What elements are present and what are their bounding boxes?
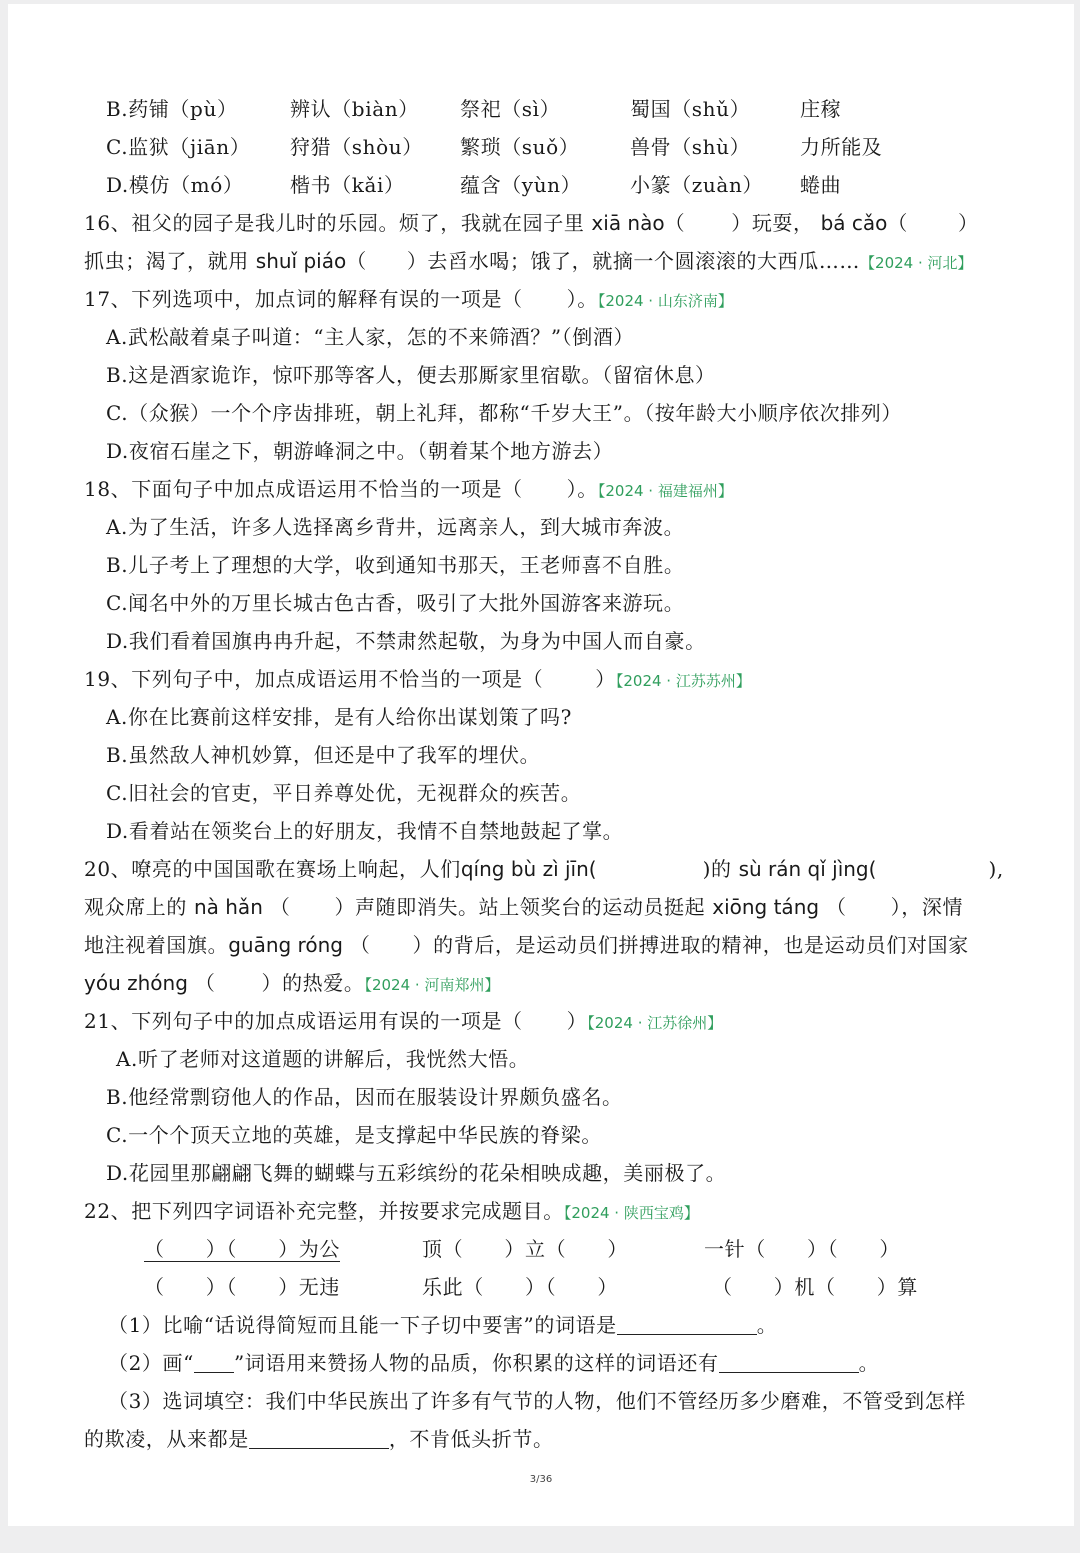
q22-sub-1 (108, 1306, 777, 1344)
q20-text: 地注视着国旗。 (84, 933, 229, 957)
option-b-item-4: 蜀国（shǔ） (630, 97, 751, 121)
q19-stem-text: 19、下列句子中，加点成语运用不恰当的一项是（ (84, 667, 544, 691)
q17-option-c: C.（众猴）一个个序齿排班，朝上礼拜，都称“千岁大王”。（按年龄大小顺序依次排列） (106, 401, 902, 425)
q22-word-2: 顶（ ）立（ ） (422, 1237, 628, 1261)
q17-option-b: B.这是酒家诡诈，惊吓那等客人，便去那厮家里宿歇。（留宿休息） (106, 363, 716, 387)
q16-paren: （ (346, 249, 367, 273)
q22-word-3: 一针（ ）（ ） (704, 1237, 900, 1261)
source-tag: 【2024 · 河南郑州】 (364, 976, 500, 994)
q19-option-c: C.旧社会的官吏，平日养尊处优，无视群众的疾苦。 (106, 781, 582, 805)
q20-paren: （ (269, 895, 291, 919)
q22-word-5: 乐此（ ）（ ） (422, 1275, 618, 1299)
question-20-line-4 (84, 964, 499, 1002)
question-20-line-3 (84, 926, 969, 964)
q22-sub-1-blank[interactable] (617, 1312, 757, 1335)
q20-text: ）的背后，是运动员们拼搏进取的精神，也是运动员们对国家 (412, 933, 969, 957)
question-19-stem (84, 660, 751, 698)
q20-pinyin-3: nà hǎn (193, 895, 263, 919)
q20-pinyin-5: guāng róng (228, 933, 343, 957)
q16-paren: （ (887, 211, 908, 235)
q20-paren: （ (194, 971, 216, 995)
q22-sub-2 (108, 1344, 879, 1382)
q17-option-d: D.夜宿石崖之下，朝游峰洞之中。（朝着某个地方游去） (106, 439, 614, 463)
question-22-stem (84, 1192, 699, 1230)
page-number: 3/36 (529, 1474, 553, 1485)
q20-text: )的 (702, 857, 732, 881)
q20-pinyin-4: xiōng táng (712, 895, 820, 919)
q22-sub-2-text-2: ”词语用来赞扬人物的品质，你积累的这样的词语还有 (233, 1351, 719, 1375)
q22-sub-2-inline-blank (194, 1350, 234, 1373)
question-18-stem (84, 470, 733, 508)
q20-text: ), (988, 857, 1004, 881)
q22-sub-2-blank[interactable] (719, 1350, 859, 1373)
q22-sub-3-blank[interactable] (249, 1426, 389, 1449)
option-d-item-2: 楷书（kǎi） (290, 173, 405, 197)
q21-option-c: C.一个个顶天立地的英雄，是支撑起中华民族的脊梁。 (106, 1123, 602, 1147)
option-b-item-3: 祭祀（sì） (460, 97, 561, 121)
q22-sub-3-end: ，不肯低头折节。 (388, 1427, 554, 1451)
q16-pinyin-1: xiā nào (591, 211, 665, 235)
q20-pinyin-6: yóu zhóng (84, 971, 188, 995)
q22-sub-3-line-1: （3）选词填空：我们中华民族出了许多有气节的人物，他们不管经历多少磨难，不管受到怎样 (108, 1389, 966, 1413)
option-b-item-1: B.药铺（pù） (106, 97, 238, 121)
q16-text: 抓虫；渴了，就用 (84, 249, 249, 273)
option-d-item-3: 蕴含（yùn） (460, 173, 582, 197)
question-20-line-1 (84, 850, 1004, 888)
option-d-item-5: 蜷曲 (800, 173, 842, 197)
q21-option-b: B.他经常剽窃他人的作品，因而在服装设计界颇负盛名。 (106, 1085, 623, 1109)
source-tag: 【2024 · 江苏苏州】 (615, 672, 751, 690)
q19-option-d: D.看着站在领奖台上的好朋友，我情不自禁地鼓起了掌。 (106, 819, 624, 843)
q22-sub-2-end: 。 (858, 1351, 880, 1375)
q16-text: ）玩耍， (731, 211, 814, 235)
q17-option-a: A.武松敲着桌子叫道：“主人家，怎的不来筛酒？”（倒酒） (106, 325, 635, 349)
q16-paren: （ (664, 211, 686, 235)
q19-option-a: A.你在比赛前这样安排，是有人给你出谋划策了吗? (106, 705, 572, 729)
q17-stem-text: 17、下列选项中，加点词的解释有误的一项是（ (84, 287, 523, 311)
option-d-item-1: D.模仿（mó） (106, 173, 244, 197)
source-tag: 【2024 · 江苏徐州】 (587, 1014, 723, 1032)
q22-sub-3-line-2 (84, 1420, 554, 1458)
q20-pinyin-2: sù rán qǐ jìng( (738, 857, 877, 881)
q21-option-d: D.花园里那翩翩飞舞的蝴蝶与五彩缤纷的花朵相映成趣，美丽极了。 (106, 1161, 727, 1185)
option-c-item-1: C.监狱（jiān） (106, 135, 251, 159)
question-16-line-1 (84, 204, 979, 242)
source-tag: 【2024 · 河北】 (860, 254, 973, 272)
q18-stem-text: 18、下面句子中加点成语运用不恰当的一项是（ (84, 477, 523, 501)
q22-word-1 (144, 1230, 340, 1268)
q16-text: 16、祖父的园子是我儿时的乐园。烦了，我就在园子里 (84, 211, 585, 235)
q18-option-b: B.儿子考上了理想的大学，收到通知书那天，王老师喜不自胜。 (106, 553, 685, 577)
q16-text: ）去舀水喝；饿了，就摘一个圆滚滚的大西瓜…… (406, 249, 861, 273)
q20-paren: （ (826, 895, 847, 919)
q20-text: ），深情 (890, 895, 964, 919)
q18-option-c: C.闻名中外的万里长城古色古香，吸引了大批外国游客来游玩。 (106, 591, 685, 615)
option-b-item-5: 庄稼 (800, 97, 842, 121)
q21-stem-end: ） (566, 1009, 588, 1033)
option-c-item-2: 狩猎（shòu） (290, 135, 423, 159)
q16-pinyin-2: bá cǎo (820, 211, 888, 235)
q20-text: ）的热爱。 (261, 971, 365, 995)
q22-sub-2-text: （2）画“ (108, 1351, 194, 1375)
worksheet-page (8, 4, 1074, 1526)
q22-sub-1-text: （1）比喻“话说得简短而且能一下子切中要害”的词语是 (108, 1313, 617, 1337)
q21-option-a: A.听了老师对这道题的讲解后，我恍然大悟。 (116, 1047, 530, 1071)
q22-sub-1-end: 。 (756, 1313, 778, 1337)
option-c-item-4: 兽骨（shù） (630, 135, 751, 159)
q22-stem-text: 22、把下列四字词语补充完整，并按要求完成题目。 (84, 1199, 564, 1223)
question-17-stem (84, 280, 733, 318)
source-tag: 【2024 · 山东济南】 (597, 292, 733, 310)
q22-word-6: （ ）机（ ）算 (712, 1275, 918, 1299)
source-tag: 【2024 · 陕西宝鸡】 (563, 1204, 699, 1222)
option-c-item-3: 繁琐（suǒ） (460, 135, 580, 159)
q20-pinyin-1: qíng bù zì jīn( (460, 857, 597, 881)
option-c-item-5: 力所能及 (800, 135, 883, 159)
q22-word-4: （ ）（ ）无违 (144, 1275, 340, 1299)
question-20-line-2 (84, 888, 963, 926)
q20-text: 20、嘹亮的中国国歌在赛场上响起，人们 (84, 857, 461, 881)
source-tag: 【2024 · 福建福州】 (597, 482, 733, 500)
question-21-stem (84, 1002, 722, 1040)
q18-stem-end: ）。 (566, 477, 598, 501)
q19-option-b: B.虽然敌人神机妙算，但还是中了我军的埋伏。 (106, 743, 541, 767)
q18-option-d: D.我们看着国旗冉冉升起，不禁肃然起敬，为身为中国人而自豪。 (106, 629, 706, 653)
q20-text: 观众席上的 (84, 895, 187, 919)
q21-stem-text: 21、下列句子中的加点成语运用有误的一项是（ (84, 1009, 523, 1033)
q22-sub-3-text: 的欺凌，从来都是 (84, 1427, 249, 1451)
question-16-line-2 (84, 242, 973, 280)
q16-pinyin-3: shuǐ piáo (255, 249, 347, 273)
q19-stem-end: ） (595, 667, 616, 691)
q22-word-1-text: （ ）（ ）为公 (144, 1237, 340, 1261)
q20-paren: （ (349, 933, 371, 957)
q16-text: ） (958, 211, 979, 235)
option-b-item-2: 辨认（biàn） (290, 97, 419, 121)
q20-text: ）声随即消失。站上领奖台的运动员挺起 (334, 895, 706, 919)
q17-stem-end: ）。 (566, 287, 598, 311)
q18-option-a: A.为了生活，许多人选择离乡背井，远离亲人，到大城市奔波。 (106, 515, 685, 539)
option-d-item-4: 小篆（zuàn） (630, 173, 764, 197)
